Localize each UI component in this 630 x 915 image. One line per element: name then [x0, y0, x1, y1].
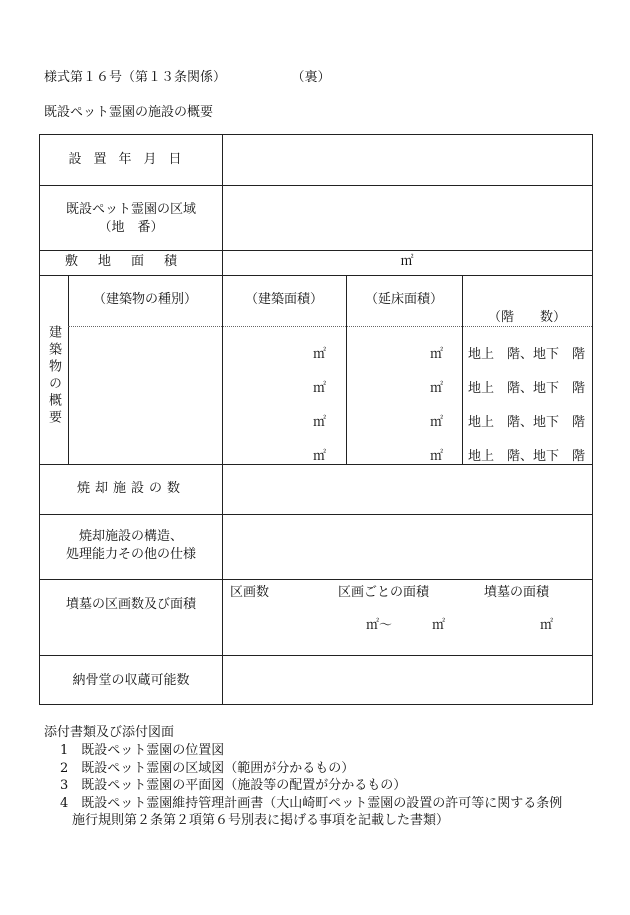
- incinerator-spec-label-2: 処理能力その他の仕様: [65, 547, 196, 562]
- overview-table: [39, 134, 593, 705]
- building-area-unit: ㎡: [312, 381, 326, 396]
- floor-area-unit: ㎡: [429, 381, 443, 396]
- attachment-item: 3 既設ペット霊園の平面図（施設等の配置が分かるもの）: [60, 778, 407, 793]
- floors-value: 地上 階、地下 階: [468, 449, 586, 464]
- building-type-header: （建築物の種別）: [92, 292, 197, 307]
- floor-area-unit: ㎡: [429, 347, 443, 362]
- grave-area-label: 墳墓の面積: [484, 585, 550, 600]
- floors-value: 地上 階、地下 階: [468, 415, 586, 430]
- attachment-item: 1 既設ペット霊園の位置図: [60, 743, 225, 758]
- building-area-unit: ㎡: [312, 449, 326, 464]
- section-count-label: 区画数: [230, 585, 270, 600]
- incinerator-spec-label: 焼却施設の構造、: [78, 529, 183, 544]
- section-area-range-unit: ㎡～: [366, 618, 393, 633]
- floors-value: 地上 階、地下 階: [468, 347, 586, 362]
- area-label: 既設ペット霊園の区域: [65, 202, 196, 217]
- attachment-item-continued: 施行規則第２条第２項第６号別表に掲げる事項を記載した書類）: [72, 813, 450, 828]
- grave-area-unit: ㎡: [540, 618, 554, 633]
- section-area-unit: ㎡: [432, 618, 446, 633]
- form-side: （裏）: [298, 70, 331, 85]
- building-area-header: （建築面積）: [244, 292, 323, 307]
- incinerator-count-label: 焼却施設の数: [76, 481, 185, 496]
- section-area-label: 区画ごとの面積: [338, 585, 430, 600]
- area-label-sub: （地 番）: [98, 220, 164, 235]
- building-area-unit: ㎡: [312, 415, 326, 430]
- form-title: 既設ペット霊園の施設の概要: [44, 105, 214, 120]
- site-area-label: 敷地面積: [64, 254, 197, 269]
- floor-area-unit: ㎡: [429, 449, 443, 464]
- form-number-line: [44, 66, 331, 85]
- ossuary-label: 納骨堂の収蔵可能数: [72, 673, 190, 688]
- attachment-item: 2 既設ペット霊園の区域図（範囲が分かるもの）: [60, 761, 355, 776]
- building-overview-label: 建築物の概要: [46, 325, 61, 427]
- attachment-item: 4 既設ペット霊園維持管理計画書（大山崎町ペット霊園の設置の許可等に関する条例: [60, 796, 563, 811]
- floors-value: 地上 階、地下 階: [468, 381, 586, 396]
- site-area-unit: ㎡: [400, 254, 414, 269]
- floor-area-header: （延床面積）: [364, 292, 443, 307]
- graves-label: 墳墓の区画数及び面積: [65, 597, 196, 612]
- floors-header: （階 数）: [487, 310, 566, 325]
- building-area-unit: ㎡: [312, 347, 326, 362]
- form-number: 様式第１６号（第１３条関係）: [44, 70, 227, 85]
- setup-date-label: 設置年月日: [68, 152, 194, 167]
- attachments-title: 添付書類及び添付図面: [44, 725, 175, 740]
- floor-area-unit: ㎡: [429, 415, 443, 430]
